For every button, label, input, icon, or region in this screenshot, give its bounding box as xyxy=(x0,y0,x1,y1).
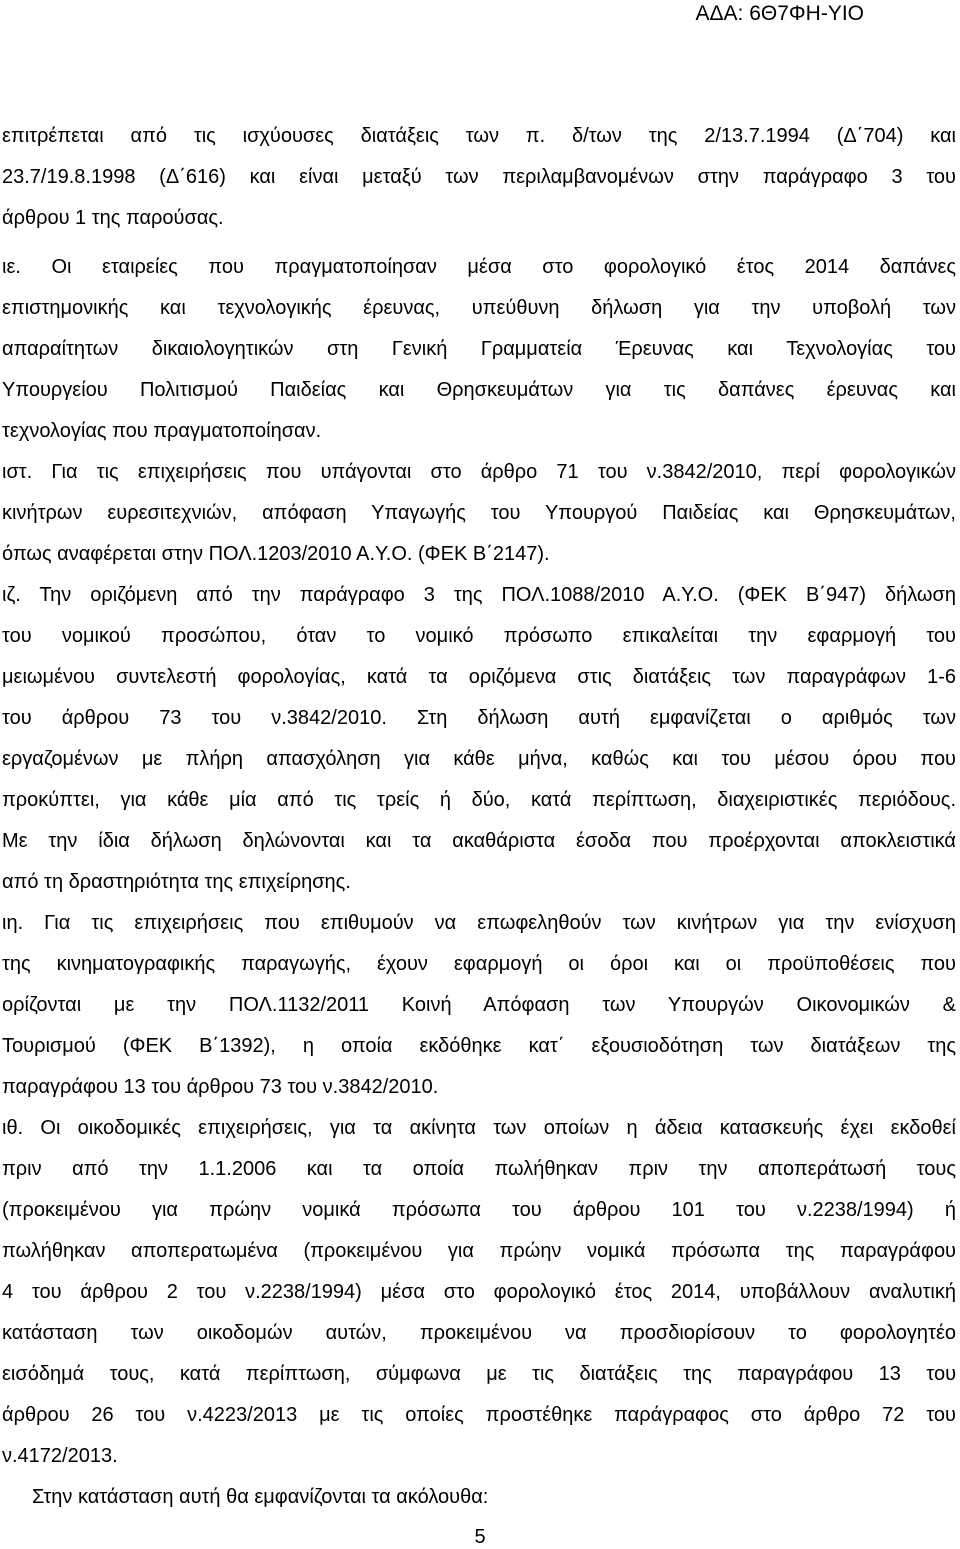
text-line: πριν από την 1.1.2006 και τα οποία πωλήθηκαν πριν την αποπεράτωσή τους xyxy=(2,1158,956,1180)
text-line: ιζ. Την οριζόμενη από την παράγραφο 3 της ΠΟΛ.1088/2010 Α.Υ.Ο. (ΦΕΚ Β΄947) δήλωση xyxy=(2,584,956,606)
ada-code: ΑΔΑ: 6Θ7ΦΗ-ΥΙΟ xyxy=(695,2,864,25)
text-line: της κινηματογραφικής παραγωγής, έχουν εφαρμογή οι όροι και οι προϋποθέσεις που xyxy=(2,953,956,975)
text-line: προκύπτει, για κάθε μία από τις τρείς ή δύο, κατά περίπτωση, διαχειριστικές περιόδους. xyxy=(2,789,956,811)
text-line: Τουρισμού (ΦΕΚ Β΄1392), η οποία εκδόθηκε κατ΄ εξουσιοδότηση των διατάξεων της xyxy=(2,1035,956,1057)
text-line: απαραίτητων δικαιολογητικών στη Γενική Γραμματεία Έρευνας και Τεχνολογίας του xyxy=(2,338,956,360)
text-line: άρθρου 1 της παρούσας. xyxy=(2,207,224,229)
text-line: επιστημονικής και τεχνολογικής έρευνας, υπεύθυνη δήλωση για την υποβολή των xyxy=(2,297,956,319)
text-line: ιθ. Οι οικοδομικές επιχειρήσεις, για τα ακίνητα των οποίων η άδεια κατασκευής έχει εκδοθεί xyxy=(2,1117,956,1139)
text-line: εργαζομένων με πλήρη απασχόληση για κάθε μήνα, καθώς και του μέσου όρου που xyxy=(2,748,956,770)
text-line: εισόδημά τους, κατά περίπτωση, σύμφωνα με τις διατάξεις της παραγράφου 13 του xyxy=(2,1363,956,1385)
text-line: μειωμένου συντελεστή φορολογίας, κατά τα οριζόμενα στις διατάξεις των παραγράφων 1-6 xyxy=(2,666,956,688)
text-line: όπως αναφέρεται στην ΠΟΛ.1203/2010 Α.Υ.Ο. (ΦΕΚ Β΄2147). xyxy=(2,543,550,565)
text-line: κινήτρων ευρεσιτεχνιών, απόφαση Υπαγωγής του Υπουργού Παιδείας και Θρησκευμάτων, xyxy=(2,502,956,524)
text-line: (προκειμένου για πρώην νομικά πρόσωπα του άρθρου 101 του ν.2238/1994) ή xyxy=(2,1199,956,1221)
text-line: 23.7/19.8.1998 (Δ΄616) και είναι μεταξύ των περιλαμβανομένων στην παράγραφο 3 του xyxy=(2,166,956,188)
text-line: τεχνολογίας που πραγματοποίησαν. xyxy=(2,420,322,442)
text-line: Με την ίδια δήλωση δηλώνονται και τα ακαθάριστα έσοδα που προέρχονται αποκλειστικά xyxy=(2,830,956,852)
text-line: Υπουργείου Πολιτισμού Παιδείας και Θρησκευμάτων για τις δαπάνες έρευνας και xyxy=(2,379,956,401)
text-line: πωλήθηκαν αποπερατωμένα (προκειμένου για πρώην νομικά πρόσωπα της παραγράφου xyxy=(2,1240,956,1262)
paragraph-gap xyxy=(2,239,956,247)
text-line: ιη. Για τις επιχειρήσεις που επιθυμούν να επωφεληθούν των κινήτρων για την ενίσχυση xyxy=(2,912,956,934)
document-body xyxy=(2,116,956,1518)
text-line: ορίζονται με την ΠΟΛ.1132/2011 Κοινή Απόφαση των Υπουργών Οικονομικών & xyxy=(2,994,956,1016)
text-line: Στην κατάσταση αυτή θα εμφανίζονται τα ακόλουθα: xyxy=(32,1486,489,1508)
text-line: παραγράφου 13 του άρθρου 73 του ν.3842/2010. xyxy=(2,1076,439,1098)
text-line: ιε. Οι εταιρείες που πραγματοποίησαν μέσα στο φορολογικό έτος 2014 δαπάνες xyxy=(2,256,956,278)
text-line: επιτρέπεται από τις ισχύουσες διατάξεις των π. δ/των της 2/13.7.1994 (Δ΄704) και xyxy=(2,125,956,147)
text-line: του νομικού προσώπου, όταν το νομικό πρόσωπο επικαλείται την εφαρμογή του xyxy=(2,625,956,647)
text-line: κατάσταση των οικοδομών αυτών, προκειμένου να προσδιορίσουν το φορολογητέο xyxy=(2,1322,956,1344)
text-line: 4 του άρθρου 2 του ν.2238/1994) μέσα στο φορολογικό έτος 2014, υποβάλλουν αναλυτική xyxy=(2,1281,956,1303)
page-number: 5 xyxy=(474,1526,486,1548)
text-line: ν.4172/2013. xyxy=(2,1445,118,1467)
text-line: άρθρου 26 του ν.4223/2013 με τις οποίες προστέθηκε παράγραφος στο άρθρο 72 του xyxy=(2,1404,956,1426)
text-line: από τη δραστηριότητα της επιχείρησης. xyxy=(2,871,351,893)
text-line: του άρθρου 73 του ν.3842/2010. Στη δήλωση αυτή εμφανίζεται ο αριθμός των xyxy=(2,707,956,729)
text-line: ιστ. Για τις επιχειρήσεις που υπάγονται στο άρθρο 71 του ν.3842/2010, περί φορολογικών xyxy=(2,461,956,483)
